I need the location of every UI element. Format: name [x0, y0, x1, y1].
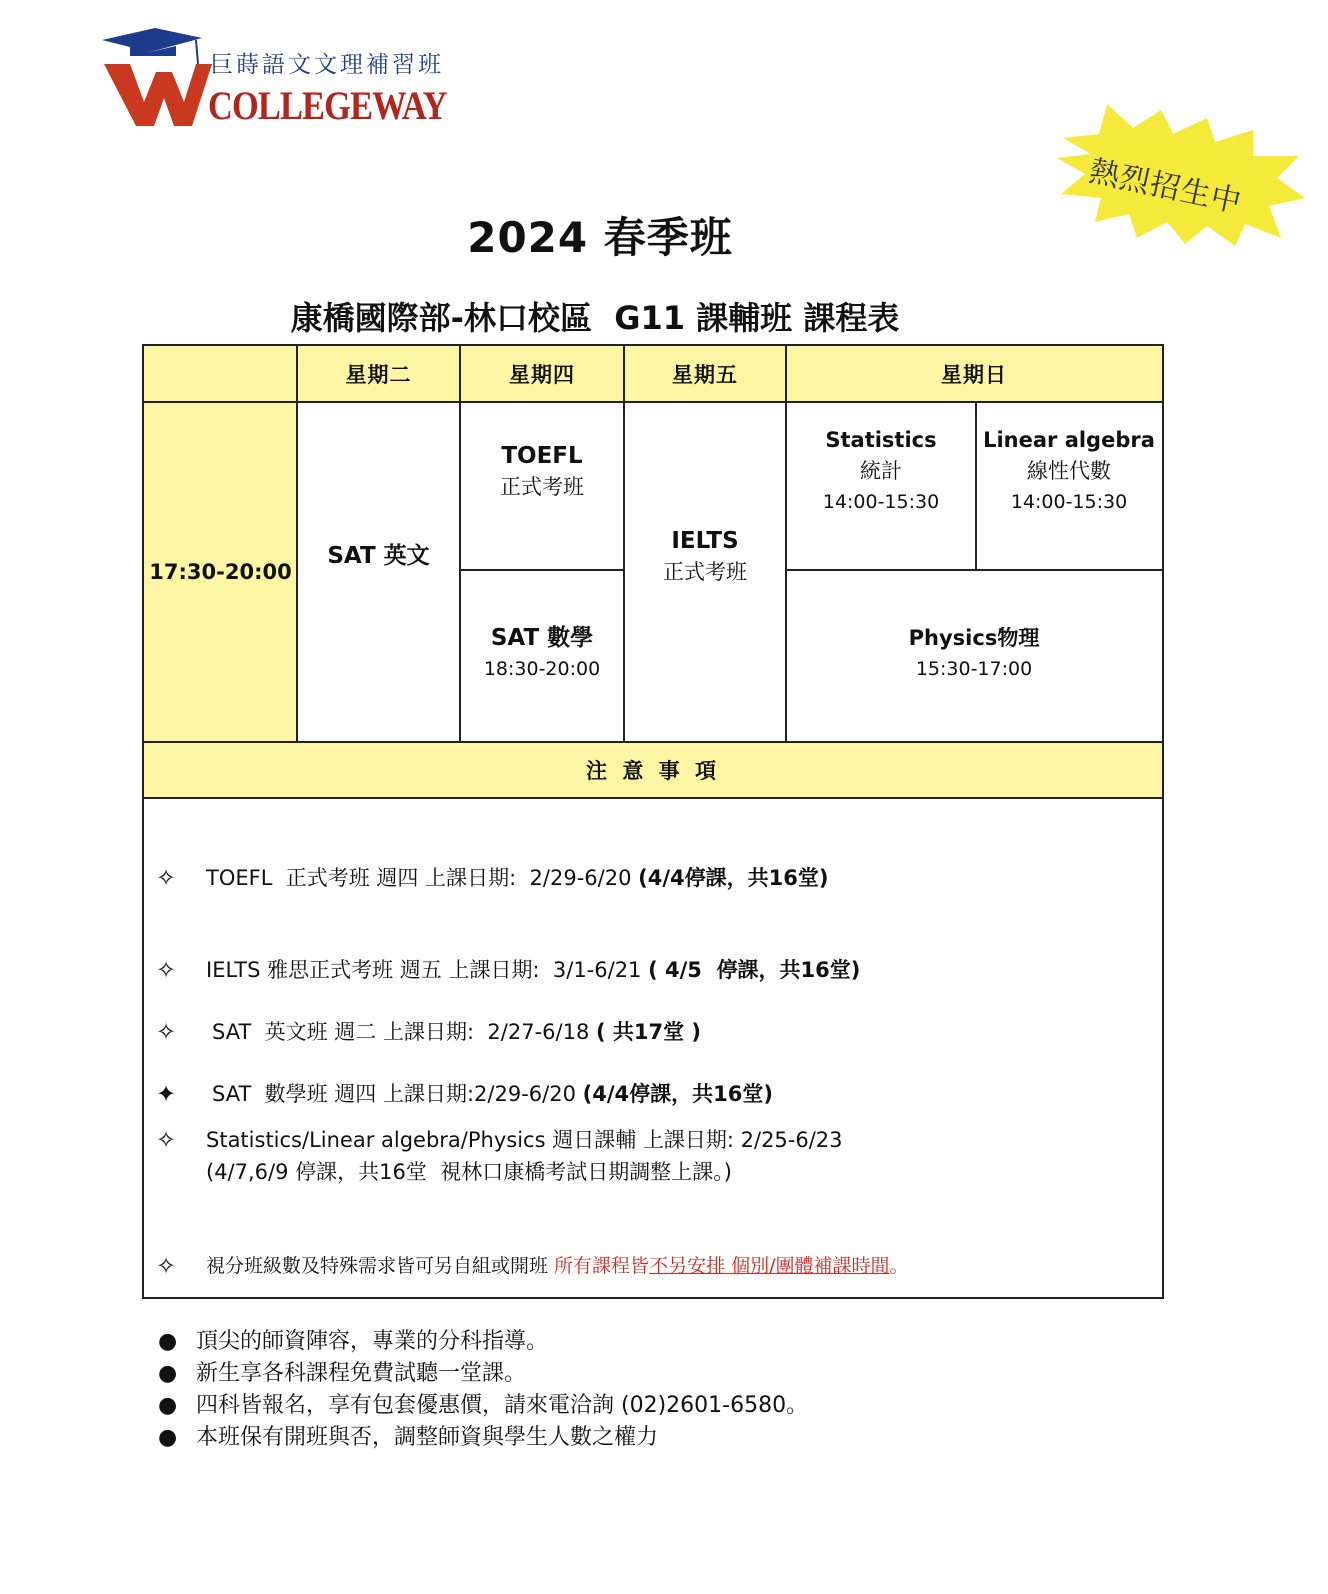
- note-ielts-detail: ( 4/5 停課，共16堂): [648, 958, 861, 982]
- course-linear-algebra-time: 14:00-15:30: [1010, 490, 1128, 513]
- note-sunday: [144, 1124, 843, 1252]
- friday-cell: [624, 402, 786, 742]
- schedule-table: [142, 344, 1164, 1299]
- divider: [623, 346, 625, 742]
- notes-heading: 注 意 事 項: [144, 742, 1162, 798]
- note-sat-math-detail: (4/4停課，共16堂): [582, 1082, 773, 1106]
- bullet-item: [158, 1422, 658, 1454]
- course-statistics: Statistics: [825, 427, 937, 452]
- bullet-text: 本班保有開班與否，調整師資與學生人數之權力: [196, 1425, 659, 1450]
- note-toefl-text: TOEFL 正式考班 週四 上課日期: 2/29-6/20: [206, 866, 639, 890]
- page-subtitle: 康橋國際部-林口校區 G11 課輔班 課程表: [290, 299, 900, 337]
- header-tuesday: 星期二: [345, 363, 412, 387]
- header-thursday: 星期四: [509, 363, 575, 387]
- bullet-text: 新生享各科課程免費試聽一堂課。: [196, 1361, 527, 1386]
- course-toefl-sub: 正式考班: [500, 475, 584, 499]
- badge-text: 熱烈招生中: [1086, 153, 1245, 221]
- thursday-bottom-cell: [460, 570, 624, 742]
- note-makeup-warning-underlined: 不另安排 個別/團體補課時間: [649, 1255, 890, 1277]
- bullet-item: [158, 1326, 548, 1358]
- note-ielts-text: IELTS 雅思正式考班 週五 上課日期: 3/1-6/21: [206, 958, 649, 982]
- divider: [296, 346, 298, 742]
- bullet-text: 頂尖的師資陣容，專業的分科指導。: [196, 1329, 549, 1354]
- sunday-linalg-cell: [976, 402, 1162, 570]
- course-toefl: TOEFL: [501, 443, 583, 469]
- note-sunday-text: Statistics/Linear algebra/Physics 週日課輔 上課日期: 2/25-6/23: [206, 1128, 843, 1152]
- sparkle-icon: ✧: [156, 1252, 177, 1280]
- course-ielts: IELTS: [671, 528, 739, 554]
- course-sat-math-time: 18:30-20:00: [483, 658, 601, 680]
- divider: [785, 346, 787, 742]
- divider: [459, 346, 461, 742]
- logo-chinese-name: 巨蒔語文文理補習班: [210, 52, 444, 78]
- bullet-text: 四科皆報名，享有包套優惠價，請來電洽詢 (02)2601-6580。: [196, 1393, 809, 1418]
- bullet-item: [158, 1358, 526, 1390]
- course-physics-time: 15:30-17:00: [915, 658, 1033, 680]
- sparkle-icon: ✧: [156, 956, 177, 984]
- sunday-physics-cell: [786, 570, 1162, 742]
- sparkle-icon: ✦: [156, 1080, 177, 1108]
- page-title: 2024 春季班: [467, 213, 733, 262]
- divider: [975, 402, 977, 570]
- divider: [786, 569, 1162, 571]
- course-sat-math: SAT 數學: [490, 625, 594, 651]
- note-sat-english-detail: ( 共17堂 ): [595, 1020, 702, 1044]
- course-linear-algebra: Linear algebra: [983, 427, 1155, 452]
- course-linear-algebra-sub: 線性代數: [1027, 458, 1111, 483]
- time-slot: 17:30-20:00: [149, 560, 292, 584]
- divider: [460, 569, 624, 571]
- tuesday-cell: [297, 402, 460, 742]
- bullet-dot-icon: ●: [158, 1361, 178, 1386]
- course-sat-english: SAT 英文: [327, 542, 430, 569]
- thursday-top-cell: [460, 402, 624, 570]
- bullet-dot-icon: ●: [158, 1329, 178, 1354]
- collegeway-logo: [100, 26, 460, 136]
- time-cell: [144, 402, 297, 742]
- bullet-dot-icon: ●: [158, 1393, 178, 1418]
- bullet-item: [158, 1390, 808, 1422]
- logo-english-name: COLLEGEWAY: [208, 83, 447, 128]
- note-sat-math-text: SAT 數學班 週四 上課日期:2/29-6/20: [212, 1082, 583, 1106]
- bullet-dot-icon: ●: [158, 1425, 178, 1450]
- note-sunday-detail: (4/7,6/9 停課，共16堂 視林口康橋考試日期調整上課。): [206, 1160, 732, 1184]
- note-makeup-text: 視分班級數及特殊需求皆可另自組或開班: [206, 1255, 555, 1277]
- header-friday: 星期五: [672, 363, 738, 387]
- note-makeup-period: 。: [889, 1255, 909, 1277]
- sparkle-icon: ✧: [156, 864, 177, 892]
- course-physics: Physics物理: [908, 626, 1040, 650]
- sparkle-icon: ✧: [156, 1126, 177, 1154]
- sparkle-icon: ✧: [156, 1018, 177, 1046]
- divider: [144, 797, 1162, 799]
- note-makeup-warning: 所有課程皆: [554, 1255, 650, 1277]
- note-sat-english-text: SAT 英文班 週二 上課日期: 2/27-6/18: [212, 1020, 596, 1044]
- header-sunday: 星期日: [941, 363, 1007, 387]
- sunday-stats-cell: [786, 402, 976, 570]
- course-ielts-sub: 正式考班: [663, 560, 747, 584]
- course-statistics-time: 14:00-15:30: [822, 490, 940, 513]
- note-toefl-detail: (4/4停課，共16堂): [638, 866, 829, 890]
- course-statistics-sub: 統計: [860, 458, 902, 483]
